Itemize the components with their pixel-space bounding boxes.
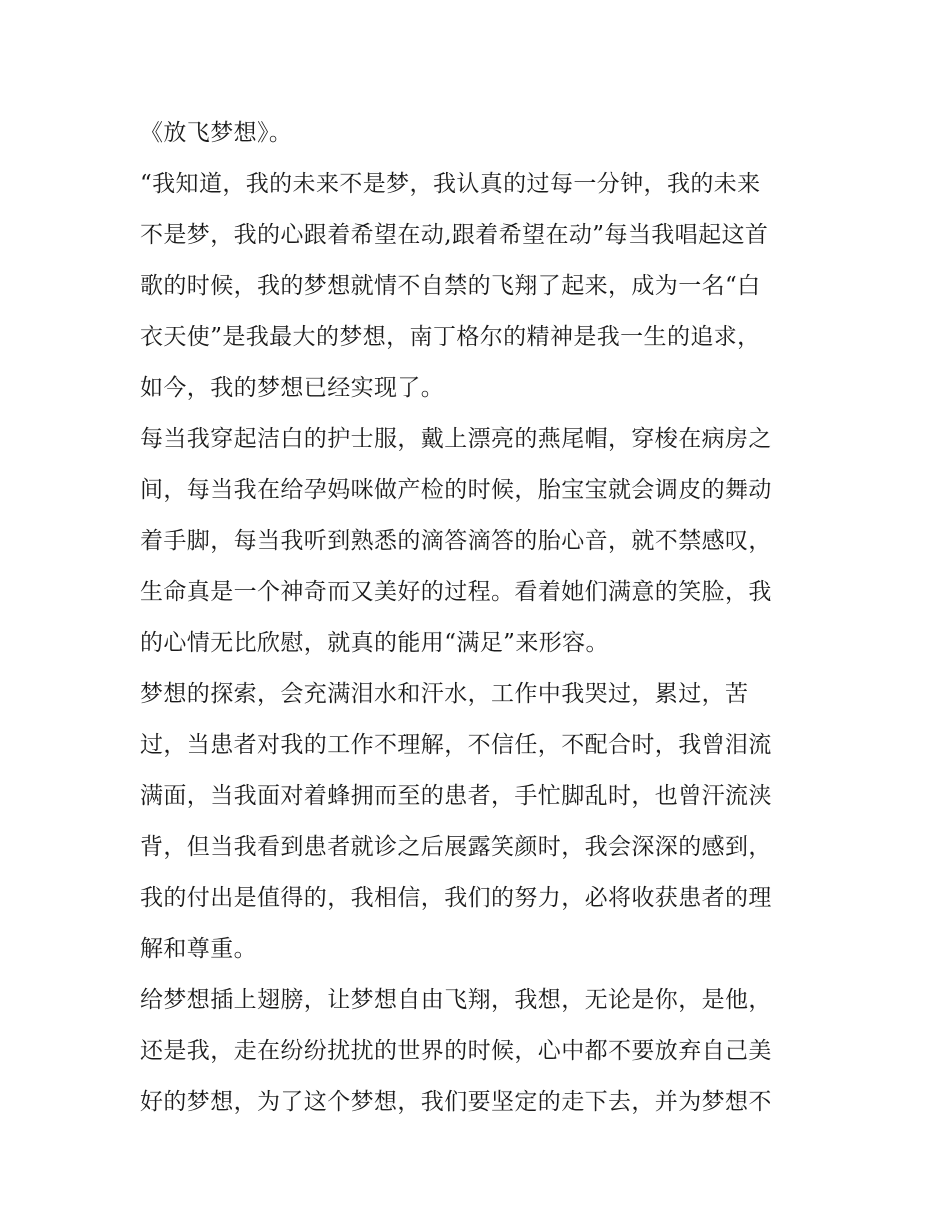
text-line: 生命真是一个神奇而又美好的过程。看着她们满意的笑脸，我 [140, 579, 772, 605]
text-line: 的心情无比欣慰，就真的能用“满足”来形容。 [140, 630, 609, 656]
text-line: 间，每当我在给孕妈咪做产检的时候，胎宝宝就会调皮的舞动 [140, 477, 772, 503]
text-line: 过，当患者对我的工作不理解，不信任，不配合时，我曾泪流 [140, 732, 772, 758]
text-line: 着手脚，每当我听到熟悉的滴答滴答的胎心音，就不禁感叹， [140, 528, 772, 554]
text-line: 衣天使”是我最大的梦想，南丁格尔的精神是我一生的追求， [140, 324, 761, 350]
text-line: 每当我穿起洁白的护士服，戴上漂亮的燕尾帽，穿梭在病房之 [140, 426, 772, 452]
text-line: 不是梦，我的心跟着希望在动,跟着希望在动”每当我唱起这首 [140, 222, 769, 248]
text-line: 如今，我的梦想已经实现了。 [140, 375, 445, 401]
text-line: 梦想的探索，会充满泪水和汗水，工作中我哭过，累过，苦 [140, 681, 749, 707]
document-body [140, 108, 820, 1128]
text-line: “我知道，我的未来不是梦，我认真的过每一分钟，我的未来 [140, 171, 761, 197]
text-line: 我的付出是值得的，我相信，我们的努力，必将收获患者的理 [140, 885, 772, 911]
text-line: 歌的时候，我的梦想就情不自禁的飞翔了起来，成为一名“白 [140, 273, 761, 299]
text-line: 给梦想插上翅膀，让梦想自由飞翔，我想，无论是你，是他， [140, 987, 772, 1013]
document-title-line: 《放飞梦想》。 [140, 120, 293, 146]
text-line: 背，但当我看到患者就诊之后展露笑颜时，我会深深的感到， [140, 834, 772, 860]
text-line: 满面，当我面对着蜂拥而至的患者，手忙脚乱时，也曾汗流浃 [140, 783, 772, 809]
text-line: 解和尊重。 [140, 936, 257, 962]
text-line: 好的梦想，为了这个梦想，我们要坚定的走下去，并为梦想不 [140, 1089, 772, 1115]
text-line: 还是我，走在纷纷扰扰的世界的时候，心中都不要放弃自己美 [140, 1038, 772, 1064]
